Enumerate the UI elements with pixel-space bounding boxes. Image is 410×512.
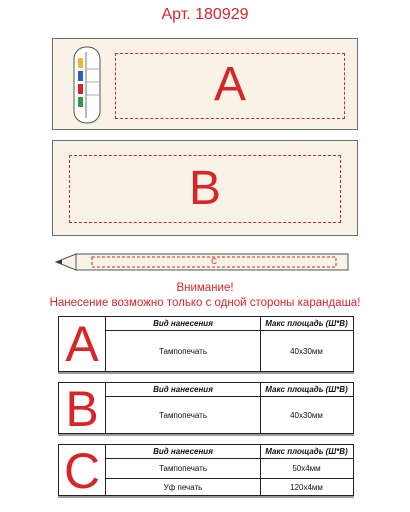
zone-c-label: C [211, 257, 217, 266]
warning-text: Нанесение возможно только с одной стороны карандаша! [49, 297, 361, 309]
table-zone-c [58, 443, 354, 499]
table-zone-a [58, 316, 354, 372]
table-cell-size: 40х30мм [290, 346, 323, 356]
table-c-letter: C [63, 443, 101, 499]
table-cell-size: 120х4мм [290, 482, 323, 492]
table-header-method: Вид нанесения [153, 319, 213, 328]
table-header-max-area: Макс площадь (Ш*В) [265, 447, 348, 456]
zone-a-label: A [213, 58, 246, 111]
warning-heading: Внимание! [176, 282, 234, 294]
table-cell-method: Тампопечать [158, 464, 208, 473]
table-b-letter: B [65, 381, 99, 437]
table-header-method: Вид нанесения [153, 447, 213, 456]
table-cell-method: Тампопечать [158, 346, 208, 356]
table-cell-method: Уф печать [163, 482, 203, 492]
table-zone-b [58, 381, 354, 437]
table-header-method: Вид нанесения [153, 385, 213, 394]
table-cell-size: 50х4мм [292, 464, 321, 473]
table-header-max-area: Макс площадь (Ш*В) [265, 319, 348, 328]
table-header-max-area: Макс площадь (Ш*В) [265, 385, 348, 394]
table-cell-size: 40х30мм [290, 410, 323, 420]
table-a-letter: A [65, 316, 99, 372]
table-cell-method: Тампопечать [158, 410, 208, 420]
zone-b-label: B [188, 162, 221, 215]
product-title: Арт. 180929 [161, 6, 249, 23]
